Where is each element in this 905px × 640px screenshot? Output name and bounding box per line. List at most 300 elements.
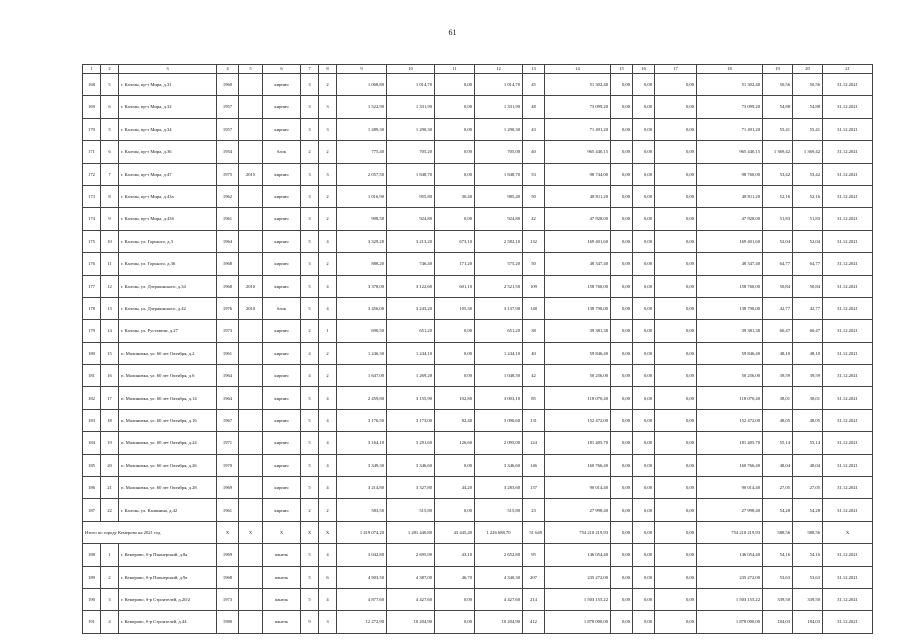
- table-cell: п. Малиновка, ул. 60 лет Октября, д.6: [119, 365, 217, 387]
- table-cell: 1 290,30: [475, 118, 523, 140]
- table-cell: 50: [523, 185, 545, 207]
- table-cell: кирпич: [263, 185, 301, 207]
- table-cell: п. Малиновка, ул. 60 лет Октября, д.28: [119, 477, 217, 499]
- table-cell: 0,00: [633, 588, 655, 610]
- table-cell: кирпич: [263, 74, 301, 96]
- table-cell: 1954: [217, 141, 239, 163]
- table-cell: 2 695,90: [387, 544, 435, 566]
- table-cell: 152 472,00: [545, 409, 611, 431]
- table-cell: 105,30: [435, 297, 475, 319]
- table-cell: 1 290,30: [387, 118, 435, 140]
- table-cell: 1964: [217, 365, 239, 387]
- table-cell: 1 068,80: [337, 74, 387, 96]
- table-cell: 3 329,20: [337, 230, 387, 252]
- table-cell: 4 340,30: [475, 566, 523, 588]
- table-cell: 1 848,70: [387, 163, 435, 185]
- table-cell: 53,42: [793, 163, 823, 185]
- table-cell: п. Малиновка, ул. 60 лет Октября, д.2: [119, 342, 217, 364]
- table-cell: 1 878 000,00: [697, 611, 763, 633]
- table-cell: 2: [319, 208, 337, 230]
- table-cell: 2 521,50: [475, 275, 523, 297]
- table-cell: 12: [475, 65, 523, 74]
- table-cell: 0,00: [611, 253, 633, 275]
- table-cell: 31.12.2021: [823, 409, 873, 431]
- table-row: [83, 566, 873, 588]
- table-cell: 651,20: [475, 320, 523, 342]
- table-cell: 31.12.2021: [823, 342, 873, 364]
- table-cell: 132: [523, 230, 545, 252]
- table-cell: 0,00: [611, 320, 633, 342]
- table-cell: 0,00: [611, 477, 633, 499]
- table-cell: 137: [523, 477, 545, 499]
- table-cell: 5: [301, 566, 319, 588]
- table-cell: 43,10: [435, 544, 475, 566]
- table-cell: [239, 611, 263, 633]
- page-number: 61: [448, 28, 457, 37]
- table-cell: 14: [101, 320, 119, 342]
- table-cell: 1961: [217, 208, 239, 230]
- table-cell: 31.12.2021: [823, 275, 873, 297]
- table-cell: [239, 499, 263, 521]
- table-cell: 0,00: [611, 118, 633, 140]
- table-cell: 131: [523, 409, 545, 431]
- table-cell: 3 283,60: [475, 477, 523, 499]
- table-cell: г. Калтан, ул. Горького, д.36: [119, 253, 217, 275]
- table-cell: 64,77: [793, 253, 823, 275]
- table-cell: 214: [523, 588, 545, 610]
- table-cell: 1 848,70: [475, 163, 523, 185]
- table-cell: 4: [319, 544, 337, 566]
- table-cell: 235 272,00: [697, 566, 763, 588]
- table-cell: 138 790,00: [697, 297, 763, 319]
- table-cell: 82,40: [435, 409, 475, 431]
- table-cell: 0,00: [611, 297, 633, 319]
- total-row: [83, 521, 873, 543]
- table-cell: кирпич: [263, 387, 301, 409]
- table-cell: 3 378,00: [337, 275, 387, 297]
- table-cell: 31.12.2021: [823, 118, 873, 140]
- table-cell: 0,00: [611, 208, 633, 230]
- table-cell: 48: [523, 96, 545, 118]
- table-cell: 5: [301, 454, 319, 476]
- table-cell: 54,88: [793, 96, 823, 118]
- table-cell: 90 014,40: [545, 477, 611, 499]
- table-cell: 31.12.2021: [823, 365, 873, 387]
- table-cell: 1 014,70: [387, 74, 435, 96]
- table-cell: 31.12.2021: [823, 477, 873, 499]
- table-cell: 0,00: [633, 611, 655, 633]
- table-cell: 0,00: [633, 141, 655, 163]
- table-cell: 0,00: [633, 208, 655, 230]
- table-cell: 50,84: [763, 275, 793, 297]
- table-cell: 186: [83, 477, 101, 499]
- table-cell: 42,77: [793, 297, 823, 319]
- table-cell: 3: [301, 163, 319, 185]
- table-cell: 54,28: [763, 499, 793, 521]
- table-cell: [239, 566, 263, 588]
- table-cell: 160 766,40: [545, 454, 611, 476]
- table-cell: 2: [301, 141, 319, 163]
- table-cell: 0,00: [611, 409, 633, 431]
- table-cell: 2010: [239, 297, 263, 319]
- table-cell: 90 014,40: [697, 477, 763, 499]
- table-cell: 515,80: [387, 499, 435, 521]
- table-row: [83, 387, 873, 409]
- table-cell: 4 903,50: [337, 566, 387, 588]
- table-cell: [239, 320, 263, 342]
- table-cell: 50: [523, 253, 545, 275]
- table-cell: 6: [101, 96, 119, 118]
- table-cell: 4: [319, 477, 337, 499]
- table-cell: 3: [301, 208, 319, 230]
- table-cell: X: [263, 521, 301, 543]
- table-cell: г. Калтан, ул. Руставели, д.27: [119, 320, 217, 342]
- table-cell: 0,00: [435, 74, 475, 96]
- table-cell: 54,28: [793, 499, 823, 521]
- table-cell: 184,03: [763, 611, 793, 633]
- table-cell: 40: [523, 141, 545, 163]
- table-cell: 169: [83, 96, 101, 118]
- table-cell: 42: [523, 365, 545, 387]
- table-cell: 109: [523, 275, 545, 297]
- table-cell: 31.12.2021: [823, 96, 873, 118]
- table-cell: 14: [545, 65, 611, 74]
- table-cell: 1 878 000,00: [545, 611, 611, 633]
- table-cell: 15: [611, 65, 633, 74]
- table-cell: 173: [83, 185, 101, 207]
- table-cell: 71 491,20: [697, 118, 763, 140]
- table-cell: 73 099,20: [545, 96, 611, 118]
- table-cell: X: [239, 521, 263, 543]
- table-cell: 51 302,40: [697, 74, 763, 96]
- table-cell: 3 176,50: [337, 409, 387, 431]
- table-cell: 3 090,60: [475, 409, 523, 431]
- table-cell: 50 256,00: [697, 365, 763, 387]
- table-cell: 43 445,40: [435, 521, 475, 543]
- table-cell: 0,00: [633, 320, 655, 342]
- table-cell: 0,00: [611, 566, 633, 588]
- table-cell: 1 014,70: [475, 74, 523, 96]
- table-cell: 1962: [217, 185, 239, 207]
- table-cell: 4: [319, 387, 337, 409]
- table-cell: 4 427,60: [475, 588, 523, 610]
- table-cell: 7: [101, 163, 119, 185]
- table-cell: 3: [319, 96, 337, 118]
- table-cell: 1976: [217, 297, 239, 319]
- table-cell: 1 226 688,70: [475, 521, 523, 543]
- table-cell: 31.12.2021: [823, 544, 873, 566]
- table-cell: 71 491,20: [545, 118, 611, 140]
- table-cell: 1 503 155,22: [697, 588, 763, 610]
- table-cell: 118 070,40: [545, 387, 611, 409]
- table-cell: 12 272,90: [337, 611, 387, 633]
- table-cell: 4 387,00: [387, 566, 435, 588]
- table-cell: 48,05: [793, 409, 823, 431]
- table-cell: 1 503 155,22: [545, 588, 611, 610]
- table-cell: 0,00: [435, 208, 475, 230]
- table-cell: 2: [301, 320, 319, 342]
- table-cell: 48,05: [763, 409, 793, 431]
- table-cell: 4: [319, 275, 337, 297]
- table-cell: 17: [101, 387, 119, 409]
- table-cell: [239, 588, 263, 610]
- table-row: [83, 275, 873, 297]
- table-cell: 924,80: [387, 208, 435, 230]
- table-cell: 207: [523, 566, 545, 588]
- table-cell: 60,47: [793, 320, 823, 342]
- table-cell: 181: [83, 365, 101, 387]
- table-cell: 4: [319, 588, 337, 610]
- table-cell: 0,00: [633, 118, 655, 140]
- table-cell: 0,00: [611, 96, 633, 118]
- table-cell: [239, 387, 263, 409]
- table-cell: 5: [301, 477, 319, 499]
- table-cell: 3 346,60: [475, 454, 523, 476]
- table-cell: 6: [263, 65, 301, 74]
- table-cell: 185: [83, 454, 101, 476]
- table-cell: 705,00: [475, 141, 523, 163]
- table-cell: [239, 208, 263, 230]
- table-cell: 20: [793, 65, 823, 74]
- table-cell: 3 173,00: [387, 409, 435, 431]
- table-cell: 31.12.2021: [823, 74, 873, 96]
- table-cell: 31.12.2021: [823, 185, 873, 207]
- table-cell: 0,00: [633, 409, 655, 431]
- table-cell: 690,50: [337, 320, 387, 342]
- table-cell: 5: [101, 74, 119, 96]
- table-cell: 705,20: [387, 141, 435, 163]
- table-cell: 188: [83, 544, 101, 566]
- table-cell: 2: [319, 185, 337, 207]
- table-cell: 985,40: [475, 185, 523, 207]
- table-cell: 775,40: [337, 141, 387, 163]
- table-row: [83, 611, 873, 633]
- table-cell: 172: [83, 163, 101, 185]
- table-cell: 3: [319, 611, 337, 633]
- table-cell: 16: [633, 65, 655, 74]
- table-cell: 0,00: [435, 499, 475, 521]
- table-cell: 2015: [239, 163, 263, 185]
- table-cell: 1967: [217, 409, 239, 431]
- table-cell: 651,20: [387, 320, 435, 342]
- table-cell: 2: [101, 566, 119, 588]
- table-cell: 4 877,60: [337, 588, 387, 610]
- table-cell: 48,10: [763, 342, 793, 364]
- table-row: [83, 320, 873, 342]
- table-row: [83, 365, 873, 387]
- table-cell: 0,00: [435, 342, 475, 364]
- table-cell: 6: [101, 141, 119, 163]
- table-cell: 170: [83, 118, 101, 140]
- table-cell: п. Малиновка, ул. 60 лет Октября, д.24: [119, 432, 217, 454]
- table-cell: 4: [301, 365, 319, 387]
- table-cell: 583,50: [337, 499, 387, 521]
- table-cell: панель: [263, 588, 301, 610]
- table-cell: 0,00: [633, 74, 655, 96]
- table-cell: 178: [83, 297, 101, 319]
- table-cell: 4: [319, 454, 337, 476]
- table-cell: 3: [301, 253, 319, 275]
- table-cell: 0,00: [655, 253, 697, 275]
- table-cell: 39,59: [793, 365, 823, 387]
- table-cell: 1: [319, 320, 337, 342]
- table-cell: 1960: [217, 74, 239, 96]
- table-cell: 184,03: [793, 611, 823, 633]
- table-cell: 1 419 074,20: [337, 521, 387, 543]
- table-cell: 179: [83, 320, 101, 342]
- table-cell: 3: [301, 96, 319, 118]
- table-cell: 51 649: [523, 521, 545, 543]
- table-cell: 0,00: [655, 230, 697, 252]
- table-cell: панель: [263, 566, 301, 588]
- table-cell: [239, 185, 263, 207]
- table-cell: 73 099,20: [697, 96, 763, 118]
- table-cell: 176: [83, 253, 101, 275]
- table-row: [83, 477, 873, 499]
- table-cell: 95: [523, 544, 545, 566]
- table-cell: 1971: [217, 432, 239, 454]
- table-cell: 85: [523, 387, 545, 409]
- table-cell: 31.12.2021: [823, 141, 873, 163]
- table-cell: 52,16: [763, 185, 793, 207]
- table-cell: 0,00: [435, 588, 475, 610]
- table-cell: 1975: [217, 163, 239, 185]
- table-cell: 54,16: [793, 544, 823, 566]
- table-cell: 54,16: [763, 544, 793, 566]
- table-cell: 183: [83, 409, 101, 431]
- table-cell: 152 472,00: [697, 409, 763, 431]
- table-row: [83, 163, 873, 185]
- table-cell: 0,00: [611, 611, 633, 633]
- table-cell: 0,00: [633, 454, 655, 476]
- table-row: [83, 141, 873, 163]
- table-cell: 31.12.2021: [823, 454, 873, 476]
- table-cell: 177: [83, 275, 101, 297]
- table-cell: 1 244,10: [475, 342, 523, 364]
- table-cell: 0,00: [655, 566, 697, 588]
- table-cell: 0,00: [655, 96, 697, 118]
- table-cell: [239, 544, 263, 566]
- table-cell: 44,20: [435, 477, 475, 499]
- table-cell: г. Кемерово, б-р Пионерский, д.9а: [119, 566, 217, 588]
- table-cell: 3 042,80: [337, 544, 387, 566]
- table-cell: 148: [523, 297, 545, 319]
- table-cell: г. Калтан, пр-т Мира, д.43б: [119, 208, 217, 230]
- table-cell: [239, 365, 263, 387]
- table-cell: 9: [101, 208, 119, 230]
- table-cell: 1: [101, 544, 119, 566]
- table-cell: 171,20: [435, 253, 475, 275]
- table-cell: 169 401,60: [697, 230, 763, 252]
- table-cell: 16: [101, 365, 119, 387]
- table-cell: 3 327,80: [387, 477, 435, 499]
- table-cell: 1 369,42: [763, 141, 793, 163]
- table-cell: 412: [523, 611, 545, 633]
- table-cell: 10 204,90: [387, 611, 435, 633]
- table-cell: 5: [301, 230, 319, 252]
- table-cell: 20: [101, 454, 119, 476]
- table-row: [83, 118, 873, 140]
- table-cell: 10: [387, 65, 435, 74]
- table-cell: 51,83: [763, 208, 793, 230]
- table-cell: 53,63: [763, 566, 793, 588]
- table-cell: 118 070,40: [697, 387, 763, 409]
- table-cell: г. Калтан, пр-т Мира, д.47: [119, 163, 217, 185]
- table-cell: 339,50: [793, 588, 823, 610]
- table-cell: 1 647,00: [337, 365, 387, 387]
- table-cell: 0,00: [633, 521, 655, 543]
- table-cell: 0,00: [611, 230, 633, 252]
- table-cell: 98 744,00: [545, 163, 611, 185]
- table-cell: 39 381,30: [697, 320, 763, 342]
- table-cell: 0,00: [611, 163, 633, 185]
- table-cell: 47 928,00: [697, 208, 763, 230]
- table-cell: 588,56: [763, 521, 793, 543]
- table-cell: 31.12.2021: [823, 432, 873, 454]
- table-cell: г. Калтан, пр-т Мира, д.36: [119, 141, 217, 163]
- table-cell: 0,00: [435, 611, 475, 633]
- table-cell: 169 401,60: [545, 230, 611, 252]
- table-cell: 1961: [217, 499, 239, 521]
- table-cell: 0,00: [633, 544, 655, 566]
- table-cell: 0,00: [655, 588, 697, 610]
- table-cell: кирпич: [263, 499, 301, 521]
- table-cell: 0,00: [655, 432, 697, 454]
- table-cell: 3 349,30: [337, 454, 387, 476]
- table-cell: 175: [83, 230, 101, 252]
- table-cell: 1 016,90: [337, 185, 387, 207]
- table-cell: 0,00: [633, 432, 655, 454]
- table-cell: Итого по городу Кемерово на 2021 год: [83, 521, 217, 543]
- table-cell: 1961: [217, 342, 239, 364]
- table-cell: [239, 230, 263, 252]
- table-cell: 48,10: [793, 342, 823, 364]
- table-cell: 13: [523, 65, 545, 74]
- table-cell: 2: [319, 365, 337, 387]
- table-cell: 955,80: [387, 185, 435, 207]
- table-cell: 1980: [217, 611, 239, 633]
- table-cell: 1 269,28: [387, 365, 435, 387]
- table-cell: 2010: [239, 275, 263, 297]
- table-cell: 0,00: [633, 96, 655, 118]
- table-cell: 2 652,80: [475, 544, 523, 566]
- table-cell: 168: [83, 74, 101, 96]
- table-cell: 924,80: [475, 208, 523, 230]
- table-cell: 48,04: [763, 454, 793, 476]
- table-cell: 27,05: [763, 477, 793, 499]
- table-cell: 55,41: [763, 118, 793, 140]
- table-cell: [239, 253, 263, 275]
- table-cell: п. Малиновка, ул. 60 лет Октября, д.26: [119, 454, 217, 476]
- table-cell: 3 456,00: [337, 297, 387, 319]
- table-cell: 19: [763, 65, 793, 74]
- table-cell: 3 164,10: [337, 432, 387, 454]
- table-cell: 3 291,60: [387, 432, 435, 454]
- table-cell: 146 054,40: [697, 544, 763, 566]
- table-cell: 339,50: [763, 588, 793, 610]
- table-cell: 1 048,50: [475, 365, 523, 387]
- table-cell: 9: [301, 611, 319, 633]
- table-cell: 0,00: [435, 118, 475, 140]
- table-cell: 31.12.2021: [823, 208, 873, 230]
- table-cell: [239, 118, 263, 140]
- table-cell: 189: [83, 566, 101, 588]
- table-cell: кирпич: [263, 320, 301, 342]
- table-cell: 1968: [217, 566, 239, 588]
- table-cell: 0,00: [633, 253, 655, 275]
- table-cell: 51 302,40: [545, 74, 611, 96]
- table-row: [83, 74, 873, 96]
